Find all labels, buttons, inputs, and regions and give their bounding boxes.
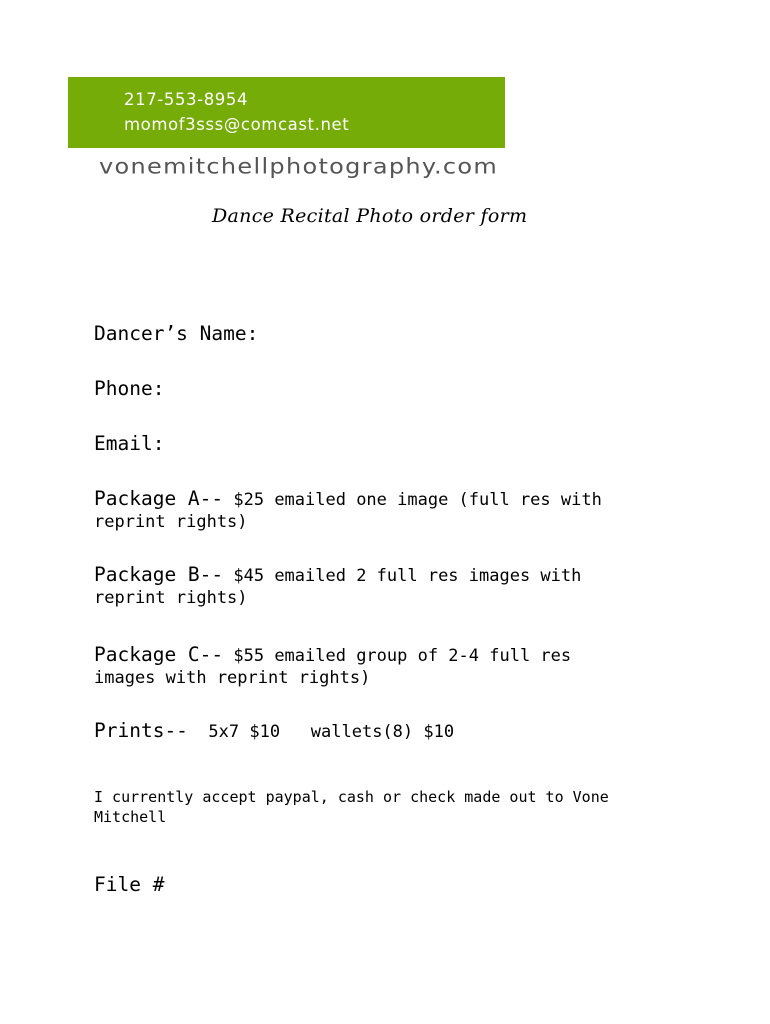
package-b — [94, 563, 581, 608]
package-b-description: $45 emailed 2 full res images with — [223, 566, 582, 586]
prints-row — [94, 719, 454, 742]
package-a-description: $25 emailed one image (full res with — [223, 490, 602, 510]
payment-note-line-1: I currently accept paypal, cash or check made out to Vone — [94, 788, 609, 806]
website-name: vonemitchellphotography.com — [99, 154, 499, 179]
dancer-name-label: Dancer’s Name: — [94, 322, 259, 345]
prints-option-wallets: wallets(8) $10 — [310, 722, 455, 742]
file-number-label: File # — [94, 873, 165, 896]
package-a — [94, 487, 602, 532]
form-title: Dance Recital Photo order form — [212, 205, 528, 227]
package-b-description-cont: reprint rights) — [94, 588, 248, 608]
package-c-name: Package C-- — [94, 643, 224, 666]
package-a-name: Package A-- — [94, 487, 224, 510]
prints-label: Prints-- — [94, 719, 188, 742]
phone-label: Phone: — [94, 377, 165, 400]
email-label: Email: — [94, 432, 165, 455]
contact-email: momof3sss@comcast.net — [124, 115, 350, 134]
payment-note — [94, 787, 609, 827]
prints-option-5x7: 5x7 $10 — [208, 722, 281, 742]
contact-banner — [68, 77, 505, 148]
package-a-description-cont: reprint rights) — [94, 512, 248, 532]
package-b-name: Package B-- — [94, 563, 224, 586]
package-c-description: $55 emailed group of 2-4 full res — [223, 646, 572, 666]
package-c — [94, 643, 571, 688]
package-c-description-cont: images with reprint rights) — [94, 668, 371, 688]
payment-note-line-2: Mitchell — [94, 808, 167, 826]
contact-phone: 217-553-8954 — [124, 90, 249, 109]
